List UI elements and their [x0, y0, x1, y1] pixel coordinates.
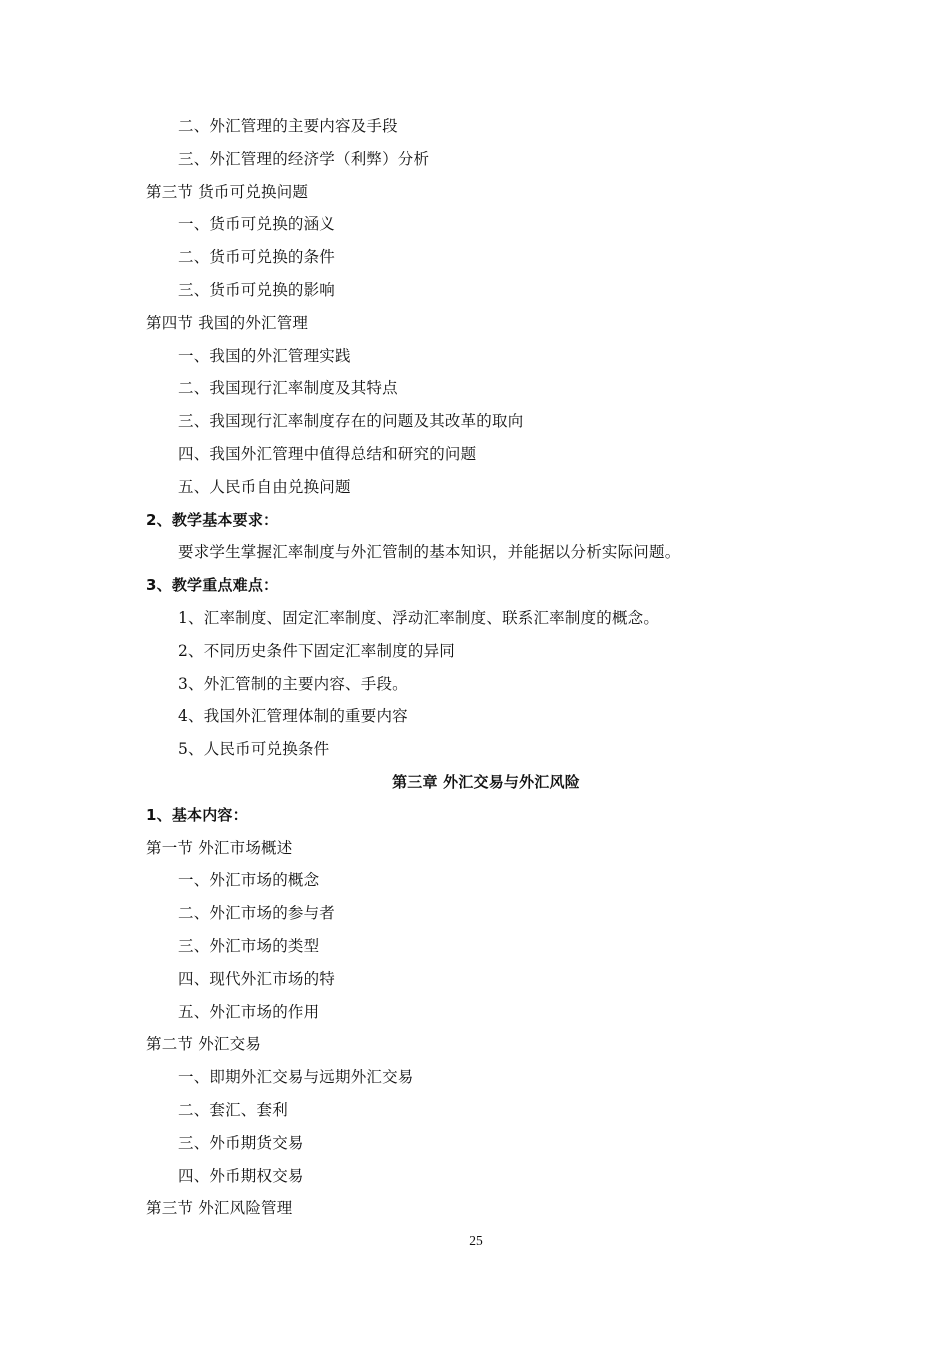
outline-item: 三、外汇管理的经济学（利弊）分析	[178, 149, 430, 168]
chapter-title: 第三章 外汇交易与外汇风险	[392, 772, 580, 791]
outline-item: 1、汇率制度、固定汇率制度、浮动汇率制度、联系汇率制度的概念。	[178, 608, 660, 627]
outline-item: 五、外汇市场的作用	[178, 1002, 320, 1021]
outline-item: 三、货币可兑换的影响	[178, 280, 336, 299]
page-number: 25	[469, 1233, 483, 1248]
outline-item: 2、不同历史条件下固定汇率制度的异同	[178, 641, 455, 660]
outline-item: 二、外汇管理的主要内容及手段	[178, 117, 398, 135]
outline-item: 二、我国现行汇率制度及其特点	[178, 379, 398, 398]
bold-heading: 2、教学基本要求：	[146, 510, 279, 529]
outline-item: 二、套汇、套利	[178, 1100, 288, 1119]
outline-item: 一、即期外汇交易与远期外汇交易	[178, 1068, 414, 1087]
outline-item: 5、人民币可兑换条件	[178, 740, 330, 759]
outline-item: 四、外币期权交易	[178, 1166, 304, 1185]
section-heading: 第三节 货币可兑换问题	[146, 182, 309, 201]
outline-item: 四、现代外汇市场的特	[178, 969, 336, 988]
outline-item: 一、货币可兑换的涵义	[178, 215, 336, 234]
outline-item: 三、我国现行汇率制度存在的问题及其改革的取向	[178, 412, 524, 431]
outline-item: 三、外币期货交易	[178, 1133, 304, 1152]
section-heading: 第二节 外汇交易	[146, 1035, 262, 1054]
bold-heading: 1、基本内容：	[146, 805, 248, 824]
outline-item: 二、外汇市场的参与者	[178, 904, 336, 923]
outline-content	[146, 110, 826, 1225]
section-heading: 第四节 我国的外汇管理	[146, 313, 309, 332]
outline-item: 二、货币可兑换的条件	[178, 248, 336, 267]
section-heading: 第一节 外汇市场概述	[146, 838, 293, 857]
outline-item: 三、外汇市场的类型	[178, 936, 320, 955]
outline-item: 四、我国外汇管理中值得总结和研究的问题	[178, 444, 477, 463]
outline-item: 3、外汇管制的主要内容、手段。	[178, 674, 408, 693]
bold-heading: 3、教学重点难点：	[146, 576, 279, 595]
paragraph-text: 要求学生掌握汇率制度与外汇管制的基本知识，并能据以分析实际问题。	[178, 543, 681, 562]
outline-item: 4、我国外汇管理体制的重要内容	[178, 707, 408, 726]
outline-item: 一、外汇市场的概念	[178, 871, 320, 890]
section-heading: 第三节 外汇风险管理	[146, 1199, 293, 1218]
outline-item: 五、人民币自由兑换问题	[178, 477, 351, 496]
outline-item: 一、我国的外汇管理实践	[178, 346, 351, 365]
